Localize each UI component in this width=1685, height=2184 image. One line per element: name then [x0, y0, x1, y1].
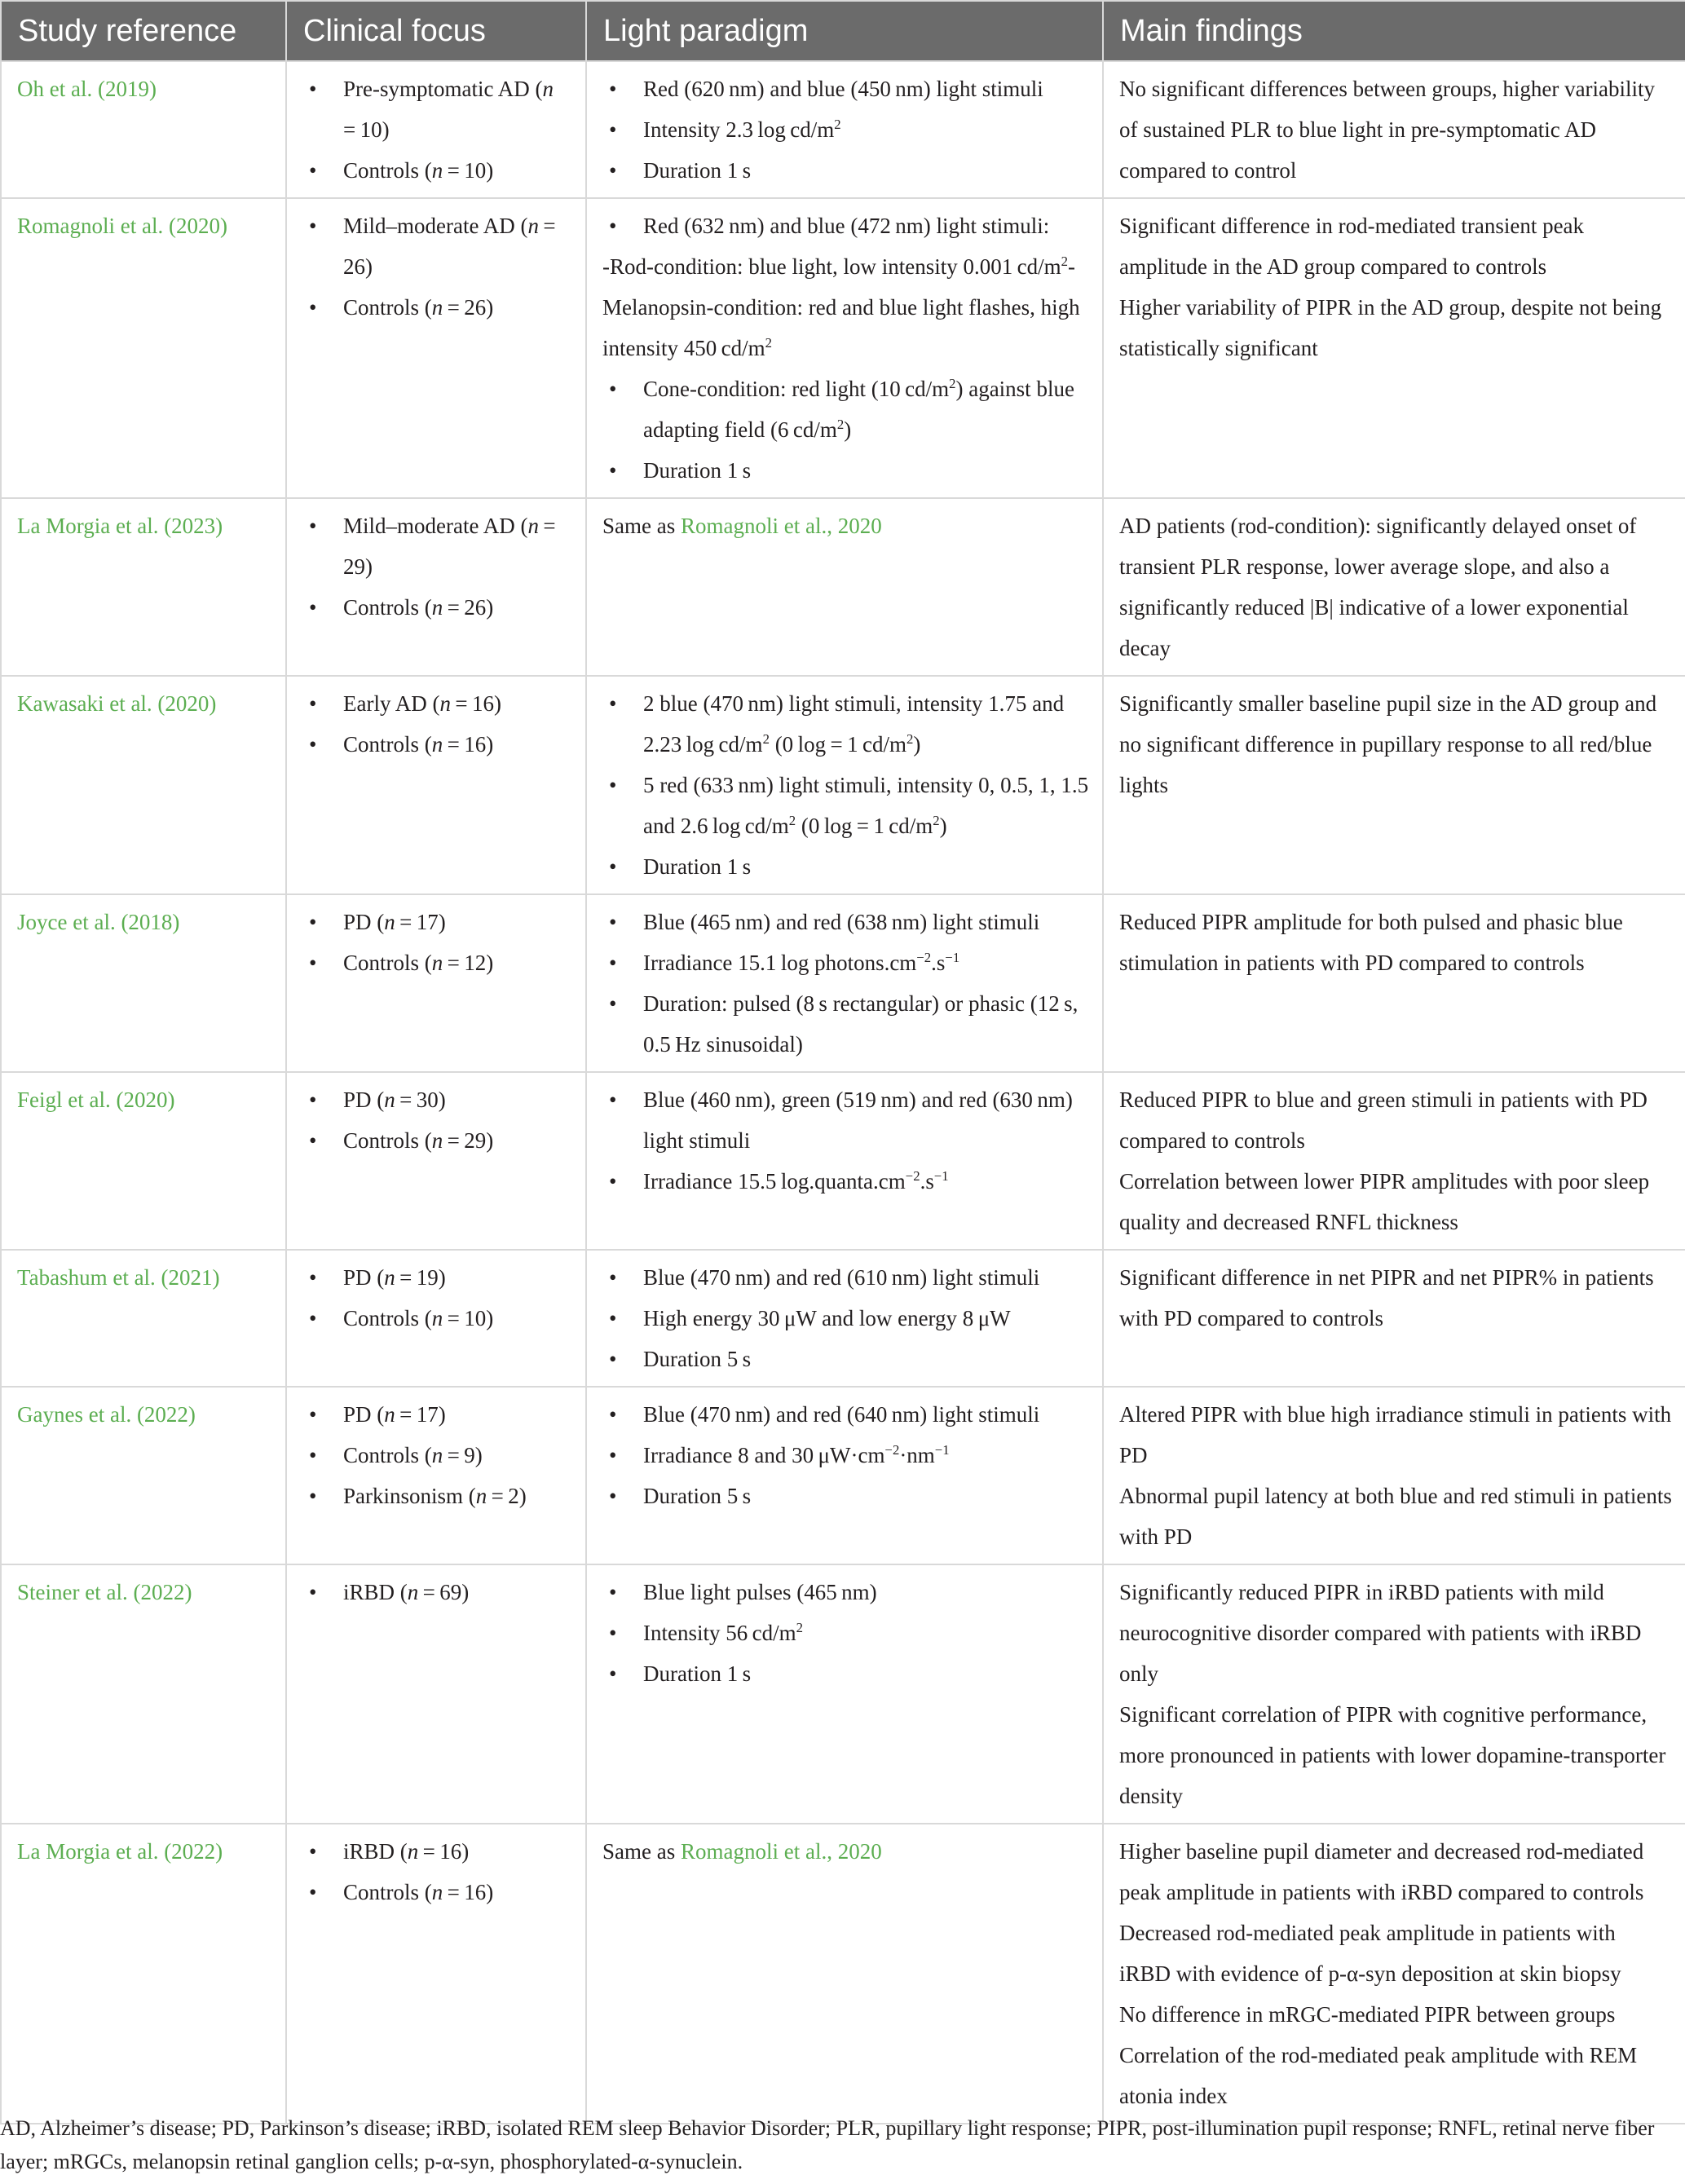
list-item: • Blue (470 nm) and red (610 nm) light stimuli [602, 1257, 1089, 1298]
list-item: • Intensity 2.3 $\log cd/m^2$ [602, 109, 1089, 150]
list-item: • Cone-condition: red light (10 $cd/m^2$) against blue adapting field (6 $cd/m^2$) [602, 368, 1089, 450]
light-paradigm-cell [586, 61, 1103, 198]
main-findings-cell [1103, 894, 1685, 1072]
main-findings-cell [1103, 1564, 1685, 1824]
study-reference-link[interactable]: Feigl et al. (2020) [1, 1072, 286, 1250]
list-item: • Duration: pulsed (8 s rectangular) or phasic (12 s, 0.5 Hz sinusoidal) [602, 983, 1089, 1065]
light-paradigm-cell [586, 676, 1103, 894]
list-item: • Early AD (n = 16) [302, 683, 572, 724]
finding-text: No difference in mRGC-mediated PIPR between groups [1119, 2002, 1616, 2027]
header-light-paradigm: Light paradigm [586, 1, 1103, 61]
list-item: • Blue (465 nm) and red (638 nm) light stimuli [602, 902, 1089, 942]
clinical-focus-cell [286, 1250, 586, 1387]
table-row [1, 676, 1685, 894]
finding-text: AD patients (rod-condition): significantly delayed onset of transient PLR response, lower average slope, and also a significantly reduced |B| indicative of a lower exponential decay [1119, 514, 1637, 660]
list-item: • Duration 1 s [602, 1653, 1089, 1694]
study-reference-link[interactable]: Steiner et al. (2022) [1, 1564, 286, 1824]
table-row [1, 1072, 1685, 1250]
header-row [1, 1, 1685, 61]
finding-text: Reduced PIPR to blue and green stimuli in patients with PD compared to controls [1119, 1088, 1648, 1153]
finding-text: Decreased rod-mediated peak amplitude in patients with iRBD with evidence of p-α-syn deposition at skin biopsy [1119, 1921, 1621, 1986]
study-reference-link[interactable]: Joyce et al. (2018) [1, 894, 286, 1072]
table-row [1, 61, 1685, 198]
finding-text: Significantly smaller baseline pupil size in the AD group and no significant difference in pupillary response to all red/blue lights [1119, 691, 1657, 797]
light-paradigm-cell [586, 498, 1103, 676]
list-item: • Irradiance 15.1 $\log photons.cm^{-2}.s^{-1}$ [602, 942, 1089, 983]
list-item: • Controls (n = 10) [302, 150, 572, 191]
study-reference-link[interactable]: Tabashum et al. (2021) [1, 1250, 286, 1387]
clinical-focus-cell [286, 198, 586, 498]
table-row [1, 498, 1685, 676]
list-item: • Mild–moderate AD (n = 26) [302, 205, 572, 287]
clinical-focus-cell [286, 61, 586, 198]
list-item: • iRBD (n = 69) [302, 1572, 572, 1613]
main-findings-cell [1103, 676, 1685, 894]
study-reference-link[interactable]: Romagnoli et al. (2020) [1, 198, 286, 498]
list-item: • PD (n = 17) [302, 902, 572, 942]
list-item: • Duration 5 s [602, 1476, 1089, 1516]
main-findings-cell [1103, 198, 1685, 498]
list-item: • Controls (n = 9) [302, 1435, 572, 1476]
light-paradigm-cell [586, 1072, 1103, 1250]
list-item: • Duration 1 s [602, 450, 1089, 491]
same-as-text: Same as [602, 1839, 681, 1864]
study-reference-link[interactable]: Kawasaki et al. (2020) [1, 676, 286, 894]
study-reference-link[interactable]: Oh et al. (2019) [1, 61, 286, 198]
table-row [1, 1250, 1685, 1387]
table-row [1, 198, 1685, 498]
list-item: • iRBD (n = 16) [302, 1831, 572, 1872]
finding-text: Reduced PIPR amplitude for both pulsed and phasic blue stimulation in patients with PD compared to controls [1119, 910, 1623, 975]
list-item: • Controls (n = 16) [302, 724, 572, 765]
study-reference-link[interactable]: La Morgia et al. (2023) [1, 498, 286, 676]
table-row [1, 1564, 1685, 1824]
clinical-focus-cell [286, 1387, 586, 1564]
finding-text: Altered PIPR with blue high irradiance stimuli in patients with PD [1119, 1402, 1672, 1467]
list-item: • Duration 1 s [602, 846, 1089, 887]
study-reference-link[interactable]: La Morgia et al. (2022) [1, 1824, 286, 2124]
list-item: • PD (n = 19) [302, 1257, 572, 1298]
finding-text: Correlation between lower PIPR amplitudes with poor sleep quality and decreased RNFL thickness [1119, 1169, 1650, 1234]
list-item: • High energy 30 μW and low energy 8 μW [602, 1298, 1089, 1339]
list-item: • Parkinsonism (n = 2) [302, 1476, 572, 1516]
header-study-reference: Study reference [1, 1, 286, 61]
list-item: • Duration 1 s [602, 150, 1089, 191]
table-row [1, 894, 1685, 1072]
clinical-focus-cell [286, 676, 586, 894]
list-item: • Irradiance 15.5 $\log.quanta.cm^{-2}.s^{-1}$ [602, 1161, 1089, 1202]
light-paradigm-cell [586, 1564, 1103, 1824]
light-paradigm-cell [586, 198, 1103, 498]
list-item: • Blue (460 nm), green (519 nm) and red (630 nm) light stimuli [602, 1079, 1089, 1161]
list-item: • Controls (n = 26) [302, 587, 572, 628]
table-row [1, 1387, 1685, 1564]
list-item: • Controls (n = 12) [302, 942, 572, 983]
list-item: • Blue (470 nm) and red (640 nm) light stimuli [602, 1394, 1089, 1435]
list-item: • Blue light pulses (465 nm) [602, 1572, 1089, 1613]
clinical-focus-cell [286, 894, 586, 1072]
finding-text: Significantly reduced PIPR in iRBD patients with mild neurocognitive disorder compared with patients with iRBD only [1119, 1580, 1642, 1686]
clinical-focus-cell [286, 1564, 586, 1824]
finding-text: Significant difference in net PIPR and net PIPR% in patients with PD compared to controls [1119, 1265, 1654, 1330]
finding-text: Significant correlation of PIPR with cognitive performance, more pronounced in patients with lower dopamine-transporter density [1119, 1702, 1666, 1808]
main-findings-cell [1103, 498, 1685, 676]
list-item: • Controls (n = 16) [302, 1872, 572, 1913]
main-findings-cell [1103, 1250, 1685, 1387]
same-as-text: Same as [602, 514, 681, 538]
light-paradigm-cell [586, 894, 1103, 1072]
finding-text: Significant difference in rod-mediated transient peak amplitude in the AD group compared to controls [1119, 214, 1585, 279]
finding-text: Abnormal pupil latency at both blue and red stimuli in patients with PD [1119, 1484, 1672, 1549]
light-paradigm-cell [586, 1250, 1103, 1387]
finding-text: No significant differences between groups, higher variability of sustained PLR to blue light in pre-symptomatic AD compared to control [1119, 77, 1656, 183]
table-footnote: AD, Alzheimer’s disease; PD, Parkinson’s disease; iRBD, isolated REM sleep Behavior Disorder; PLR, pupillary light response; PIPR, post-illumination pupil response; RNFL, retinal nerve fiber layer; mRGCs, melanopsin retinal ganglion cells; p-α-syn, phosphorylated-α-synuclein. [0, 2116, 1655, 2173]
list-item: • Pre-symptomatic AD (n = 10) [302, 68, 572, 150]
list-item: • Red (620 nm) and blue (450 nm) light stimuli [602, 68, 1089, 109]
table-row [1, 1824, 1685, 2124]
finding-text: Correlation of the rod-mediated peak amplitude with REM atonia index [1119, 2043, 1638, 2108]
main-findings-cell [1103, 1072, 1685, 1250]
list-item: • Controls (n = 26) [302, 287, 572, 328]
header-main-findings: Main findings [1103, 1, 1685, 61]
list-item: -Rod-condition: blue light, low intensity 0.001 $cd/m^2-Melanopsin$-condition: red and blue light flashes, high intensity 450 $cd/m^2$ [602, 254, 1080, 360]
list-item: • PD (n = 17) [302, 1394, 572, 1435]
clinical-focus-cell [286, 1824, 586, 2124]
list-item: • PD (n = 30) [302, 1079, 572, 1120]
list-item: • Irradiance 8 and 30 $\mu W\cdot cm^{-2}\cdot nm^{-1}$ [602, 1435, 1089, 1476]
header-clinical-focus: Clinical focus [286, 1, 586, 61]
romagnoli-reference-link[interactable]: Romagnoli et al., 2020 [680, 514, 882, 538]
light-paradigm-cell [586, 1387, 1103, 1564]
main-findings-cell [1103, 61, 1685, 198]
list-item: • Controls (n = 10) [302, 1298, 572, 1339]
light-paradigm-cell [586, 1824, 1103, 2124]
list-item: • 2 blue (470 nm) light stimuli, intensity 1.75 and 2.23 $\log cd/m^2$ (0 log = 1 $cd/m^2$) [602, 683, 1089, 765]
list-item: • Mild–moderate AD (n = 29) [302, 505, 572, 587]
main-findings-cell [1103, 1824, 1685, 2124]
romagnoli-reference-link[interactable]: Romagnoli et al., 2020 [680, 1839, 882, 1864]
main-findings-cell [1103, 1387, 1685, 1564]
list-item: • Red (632 nm) and blue (472 nm) light stimuli: [602, 205, 1089, 246]
clinical-focus-cell [286, 498, 586, 676]
clinical-focus-cell [286, 1072, 586, 1250]
study-reference-link[interactable]: Gaynes et al. (2022) [1, 1387, 286, 1564]
finding-text: Higher variability of PIPR in the AD group, despite not being statistically significant [1119, 295, 1662, 360]
list-item: • 5 red (633 nm) light stimuli, intensity 0, 0.5, 1, 1.5 and 2.6 $\log cd/m^2$ (0 log = 1 $cd/m^2$) [602, 765, 1089, 846]
finding-text: Higher baseline pupil diameter and decreased rod-mediated peak amplitude in patients with iRBD compared to controls [1119, 1839, 1644, 1904]
list-item: • Controls (n = 29) [302, 1120, 572, 1161]
list-item: • Intensity 56 $cd/m^2$ [602, 1613, 1089, 1653]
list-item: • Duration 5 s [602, 1339, 1089, 1379]
